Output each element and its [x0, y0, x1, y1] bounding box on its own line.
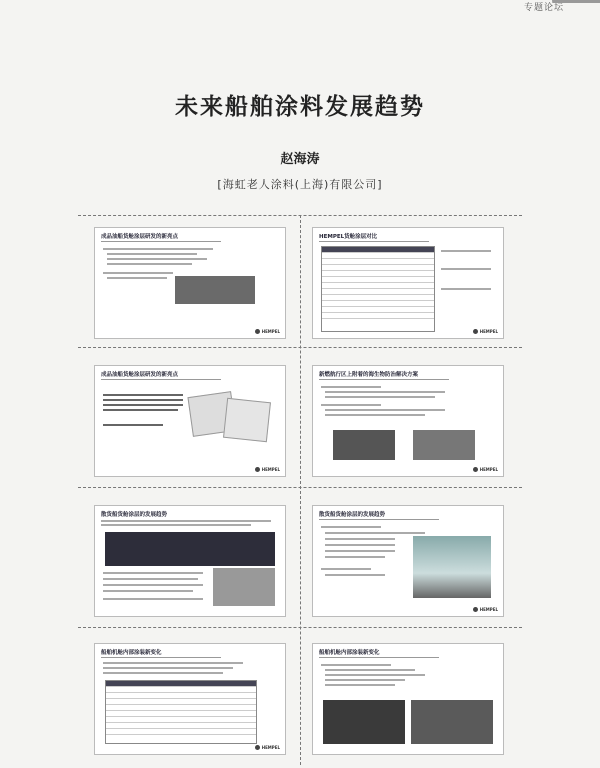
- comparison-table: [105, 680, 257, 744]
- slide-4: [312, 365, 504, 477]
- crane-photo: [413, 536, 491, 598]
- damage-photo: [213, 568, 275, 606]
- slide-title: 船舶机舱内部涂装新变化: [319, 650, 380, 656]
- coating-samples: [105, 532, 275, 566]
- slide-2: [312, 227, 504, 339]
- hempel-logo: HEMPEL: [255, 467, 280, 473]
- hempel-logo: HEMPEL: [473, 467, 498, 473]
- slide-3: [94, 365, 286, 477]
- slide-5: [94, 505, 286, 617]
- cut-line-vertical: [300, 215, 301, 765]
- comparison-table: [321, 246, 435, 332]
- slide-grid: [82, 215, 518, 765]
- slide-title: 成品油船货舱涂层研发的新亮点: [101, 372, 179, 378]
- section-label: 专题论坛: [523, 3, 564, 13]
- slide-title: HEMPEL货舱涂层对比: [319, 234, 378, 240]
- author-organization: [海虹老人涂料(上海)有限公司]: [217, 178, 383, 191]
- slide-title: 船舶机舱内部涂装新变化: [101, 650, 162, 656]
- article-author: 赵海涛: [280, 152, 320, 167]
- ship-photo: [175, 276, 255, 304]
- slide-title: 散货船货舱涂层的发展趋势: [101, 512, 168, 518]
- slide-title: 散货船货舱涂层的发展趋势: [319, 512, 386, 518]
- slide-7: [94, 643, 286, 755]
- slide-6: [312, 505, 504, 617]
- hempel-logo: HEMPEL: [473, 607, 498, 613]
- engine-room-photo: [323, 700, 405, 744]
- certificate-image: [223, 398, 271, 442]
- article-title: 未来船舶涂料发展趋势: [175, 93, 425, 120]
- title-underline: [101, 241, 221, 242]
- hull-photo: [333, 430, 395, 460]
- slide-title: 新燃航行区上附着的海生物防治解决方案: [319, 372, 419, 378]
- engine-room-photo: [411, 700, 493, 744]
- slide-1: [94, 227, 286, 339]
- hempel-logo: HEMPEL: [473, 329, 498, 335]
- hempel-logo: HEMPEL: [255, 329, 280, 335]
- hull-photo: [413, 430, 475, 460]
- header-swoosh-decoration: [552, 0, 600, 13]
- hempel-logo: HEMPEL: [255, 745, 280, 751]
- slide-title: 成品油船货舱涂层研发的新亮点: [101, 234, 179, 240]
- slide-8: [312, 643, 504, 755]
